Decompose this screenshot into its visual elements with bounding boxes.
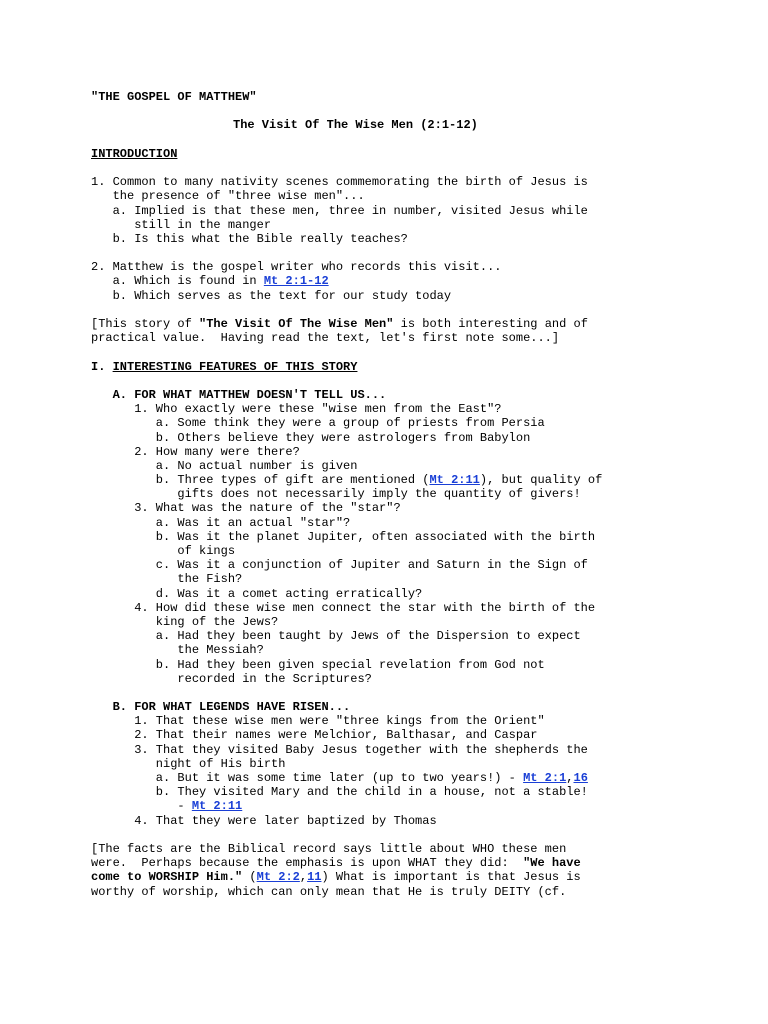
text-line: gifts does not necessarily imply the quantity of givers! — [91, 487, 581, 502]
bold-quote: "We have — [523, 856, 581, 871]
section-title: INTERESTING FEATURES OF THIS STORY — [112, 359, 358, 374]
text-line: 1. That these wise men were "three kings from the Orient" — [91, 714, 545, 729]
text-span: - — [91, 799, 192, 814]
text-line: 3. What was the nature of the "star"? — [91, 501, 401, 516]
text-span: were. Perhaps because the emphasis is upon WHAT they did: — [91, 856, 524, 871]
text-line: 3. That they visited Baby Jesus together with the shepherds the — [91, 742, 588, 757]
text-span: ) What is important is that Jesus is — [321, 870, 581, 885]
scripture-link-11[interactable]: 11 — [307, 870, 322, 885]
text-line: b. They visited Mary and the child in a house, not a stable! — [91, 785, 588, 800]
text-line: the presence of "three wise men"... — [91, 189, 365, 204]
text-line: a. Was it an actual "star"? — [91, 515, 351, 530]
scripture-link-mt-2-11[interactable]: Mt 2:11 — [191, 799, 243, 814]
text-line: practical value. Having read the text, let's first note some...] — [91, 331, 560, 346]
text-line: 2. That their names were Melchior, Balthasar, and Caspar — [91, 728, 538, 743]
subsection-b-heading: B. FOR WHAT LEGENDS HAVE RISEN... — [91, 700, 351, 715]
text-line — [91, 856, 731, 870]
text-line: b. Was it the planet Jupiter, often associated with the birth — [91, 529, 596, 544]
text-line: 4. How did these wise men connect the star with the birth of the — [91, 600, 596, 615]
text-line — [91, 473, 731, 487]
text-span: b. Three types of gift are mentioned ( — [91, 473, 430, 488]
text-line: b. Others believe they were astrologers from Babylon — [91, 430, 531, 445]
text-line: king of the Jews? — [91, 614, 279, 629]
text-span: a. Which is found in — [91, 274, 264, 289]
intro-point-2 — [91, 260, 731, 303]
text-line — [91, 870, 731, 884]
document-page — [91, 90, 731, 899]
text-line — [91, 799, 731, 813]
subsection-a-list — [91, 402, 731, 686]
text-line: b. Which serves as the text for our study today — [91, 288, 452, 303]
section-1-heading — [91, 360, 731, 374]
bold-story-title: "The Visit Of The Wise Men" — [199, 317, 394, 331]
text-line: b. Had they been given special revelation from God not — [91, 657, 545, 672]
text-line: c. Was it a conjunction of Jupiter and Saturn in the Sign of — [91, 558, 588, 573]
text-line: the Fish? — [91, 572, 243, 587]
scripture-link-mt-2-11[interactable]: Mt 2:11 — [429, 473, 480, 488]
text-line: 1. Who exactly were these "wise men from the East"? — [91, 402, 502, 417]
text-line — [91, 274, 731, 288]
text-span: , — [299, 870, 308, 885]
text-line: 4. That they were later baptized by Thomas — [91, 813, 437, 828]
subsection-a-heading: A. FOR WHAT MATTHEW DOESN'T TELL US... — [91, 387, 387, 402]
scripture-link-mt-2-1-12[interactable]: Mt 2:1-12 — [263, 274, 329, 289]
subsection-b-list — [91, 714, 731, 828]
bold-quote: come to WORSHIP Him." — [91, 870, 243, 885]
intro-point-1 — [91, 175, 731, 246]
text-line: 2. How many were there? — [91, 444, 300, 459]
text-line: night of His birth — [91, 756, 286, 771]
text-line: a. Had they been taught by Jews of the Dispersion to expect — [91, 629, 581, 644]
text-line: a. No actual number is given — [91, 458, 358, 473]
section-number: I. — [91, 359, 113, 374]
series-title: "THE GOSPEL OF MATTHEW" — [91, 90, 257, 104]
text-line: still in the manger — [91, 217, 272, 232]
text-line — [91, 317, 731, 331]
introduction-heading: INTRODUCTION — [91, 146, 178, 161]
text-line: b. Is this what the Bible really teaches? — [91, 231, 408, 246]
text-line — [91, 771, 731, 785]
text-span: ( — [242, 870, 257, 885]
text-span: [This story of — [91, 317, 200, 331]
text-line: 2. Matthew is the gospel writer who records this visit... — [91, 260, 502, 275]
text-line: of kings — [91, 544, 236, 558]
text-line: [The facts are the Biblical record says little about WHO these men — [91, 841, 567, 856]
text-span: is both interesting and of — [393, 317, 588, 331]
scripture-link-16[interactable]: 16 — [573, 771, 588, 785]
text-line: recorded in the Scriptures? — [91, 671, 372, 686]
text-line: worthy of worship, which can only mean that He is truly DEITY (cf. — [91, 884, 567, 899]
text-span: ), but quality of — [479, 473, 603, 488]
closing-paragraph — [91, 842, 731, 899]
scripture-link-mt-2-1[interactable]: Mt 2:1 — [523, 771, 567, 785]
text-span: , — [566, 771, 574, 785]
text-span: a. But it was some time later (up to two years!) - — [91, 771, 524, 785]
transition-paragraph — [91, 317, 731, 345]
sermon-title: The Visit Of The Wise Men (2:1-12) — [233, 118, 478, 133]
text-line: the Messiah? — [91, 643, 264, 658]
text-line: 1. Common to many nativity scenes commemorating the birth of Jesus is — [91, 175, 588, 190]
text-line: a. Some think they were a group of priests from Persia — [91, 416, 545, 431]
text-line: a. Implied is that these men, three in number, visited Jesus while — [91, 203, 588, 218]
scripture-link-mt-2-2[interactable]: Mt 2:2 — [256, 870, 300, 885]
text-line: d. Was it a comet acting erratically? — [91, 586, 423, 601]
